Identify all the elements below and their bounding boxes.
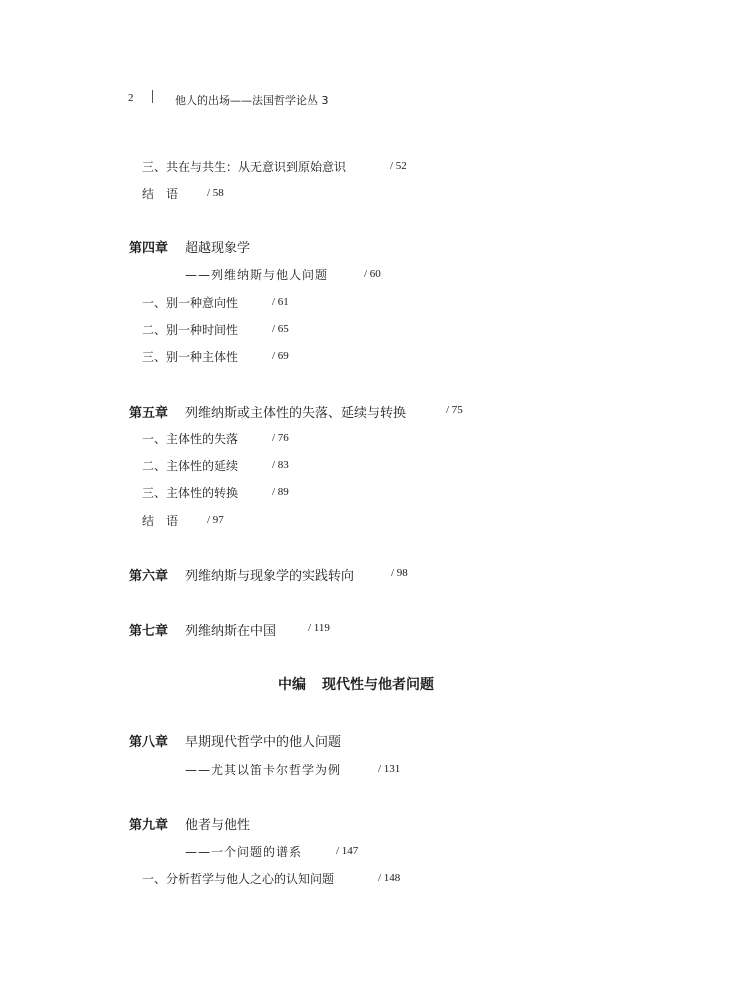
toc-page-number: / 131 xyxy=(378,763,401,775)
toc-section-entry: 二、主体性的延续 xyxy=(142,459,239,473)
toc-section-entry: 二、别一种时间性 xyxy=(142,323,239,337)
toc-section-entry: 一、分析哲学与他人之心的认知问题 xyxy=(142,872,335,886)
chapter-title: 早期现代哲学中的他人问题 xyxy=(185,735,342,750)
chapter-title: 列维纳斯在中国 xyxy=(185,624,277,639)
toc-page-number: / 147 xyxy=(336,845,359,857)
toc-page-number: / 75 xyxy=(446,404,463,416)
chapter-title: 他者与他性 xyxy=(185,818,251,833)
chapter-title: 超越现象学 xyxy=(185,241,251,256)
chapter-label: 第五章 xyxy=(129,406,169,421)
toc-page-number: / 97 xyxy=(207,514,224,526)
part-label: 中编 xyxy=(278,677,306,693)
toc-page-number: / 60 xyxy=(364,268,381,280)
chapter-label: 第七章 xyxy=(129,624,169,639)
running-header-title: 他人的出场——法国哲学论丛 3 xyxy=(175,94,329,107)
toc-page-number: / 148 xyxy=(378,872,401,884)
chapter-label: 第四章 xyxy=(129,241,169,256)
part-title: 现代性与他者问题 xyxy=(322,677,434,693)
chapter-subtitle: ——尤其以笛卡尔哲学为例 xyxy=(185,763,342,777)
page-number: 2 xyxy=(128,92,134,104)
toc-section-entry: 三、共在与共生：从无意识到原始意识 xyxy=(142,160,347,174)
toc-page-number: / 76 xyxy=(272,432,289,444)
toc-page-number: / 119 xyxy=(308,622,330,634)
chapter-label: 第九章 xyxy=(129,818,169,833)
toc-page-number: / 65 xyxy=(272,323,289,335)
chapter-subtitle: ——一个问题的谱系 xyxy=(185,845,303,859)
chapter-title: 列维纳斯与现象学的实践转向 xyxy=(185,569,355,584)
chapter-label: 第六章 xyxy=(129,569,169,584)
toc-section-entry: 三、别一种主体性 xyxy=(142,350,239,364)
toc-page-number: / 98 xyxy=(391,567,408,579)
chapter-subtitle: ——列维纳斯与他人问题 xyxy=(185,268,329,282)
toc-page-number: / 89 xyxy=(272,486,289,498)
toc-page-number: / 83 xyxy=(272,459,289,471)
toc-conclusion-entry: 结 语 xyxy=(142,187,179,201)
toc-conclusion-entry: 结 语 xyxy=(142,514,179,528)
toc-section-entry: 一、主体性的失落 xyxy=(142,432,239,446)
toc-page-number: / 69 xyxy=(272,350,289,362)
toc-section-entry: 三、主体性的转换 xyxy=(142,486,239,500)
chapter-title: 列维纳斯或主体性的失落、延续与转换 xyxy=(185,406,407,421)
chapter-label: 第八章 xyxy=(129,735,169,750)
toc-section-entry: 一、别一种意向性 xyxy=(142,296,239,310)
toc-page-number: / 58 xyxy=(207,187,224,199)
toc-page-number: / 61 xyxy=(272,296,289,308)
toc-page-number: / 52 xyxy=(390,160,407,172)
header-divider xyxy=(152,90,153,103)
